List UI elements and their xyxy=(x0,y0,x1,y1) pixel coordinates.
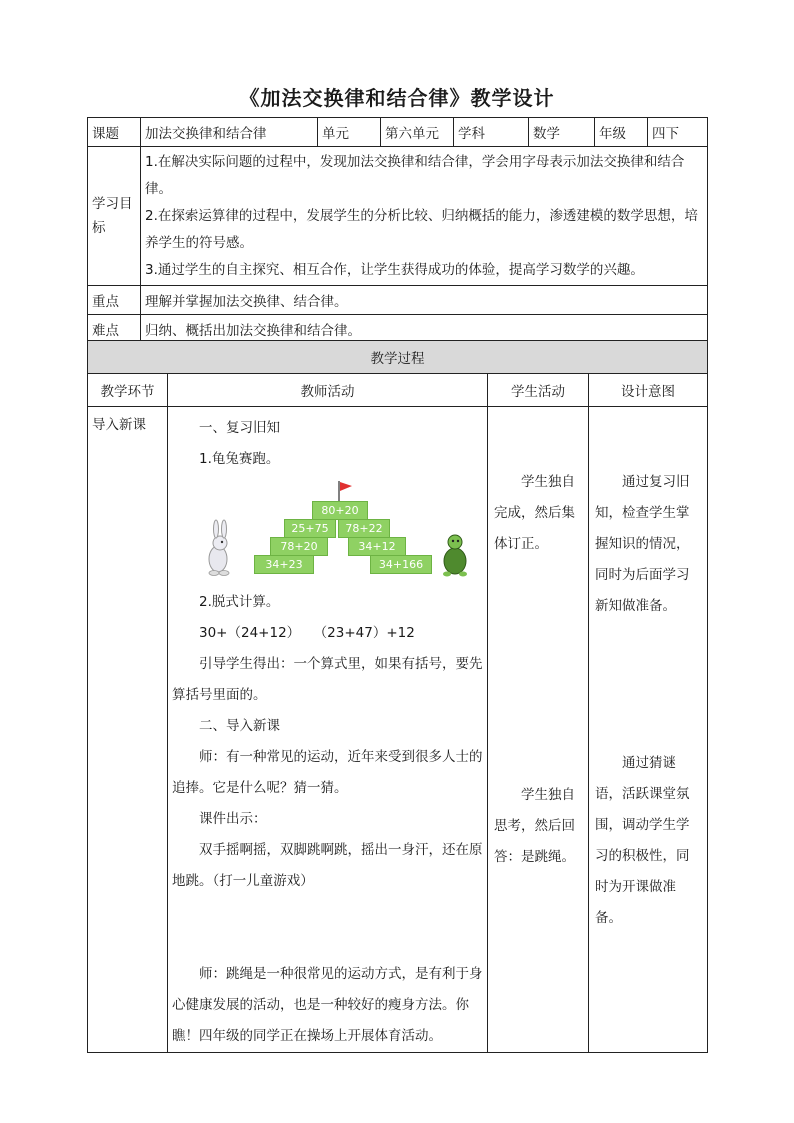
col-student: 学生活动 xyxy=(488,374,589,407)
subject-value: 数学 xyxy=(529,118,595,147)
process-table xyxy=(87,340,708,1053)
topic-label: 课题 xyxy=(88,118,141,147)
intent-cell xyxy=(589,407,708,1053)
document-title: 《加法交换律和结合律》教学设计 xyxy=(239,86,555,110)
goal-2: 2.在探索运算律的过程中，发展学生的分析比较、归纳概括的能力，渗透建模的数学思想，培养学生的符号感。 xyxy=(145,207,698,251)
difficulty-value: 归纳、概括出加法交换律和结合律。 xyxy=(141,315,708,344)
section-review: 一、复习旧知 xyxy=(199,420,280,436)
student-activity-2: 学生独自思考，然后回答：是跳绳。 xyxy=(494,787,575,865)
stage-label: 导入新课 xyxy=(92,417,146,433)
goals-label: 学习目标 xyxy=(88,147,141,286)
teacher-jump-rope: 师：跳绳是一种很常见的运动方式，是有利于身心健康发展的活动，也是一种较好的瘦身方法。你瞧！四年级的同学正在操场上开展体育活动。 xyxy=(172,966,483,1044)
calc-expressions: 30+（24+12） （23+47）+12 xyxy=(199,625,415,641)
info-table xyxy=(87,117,708,344)
guide-text: 引导学生得出：一个算式里，如果有括号，要先算括号里面的。 xyxy=(172,656,483,703)
stage-cell xyxy=(88,407,168,1053)
block-right-4: 34+166 xyxy=(370,555,432,574)
process-header: 教学过程 xyxy=(88,341,708,374)
teacher-question: 师：有一种常见的运动，近年来受到很多人士的追捧。它是什么呢？猜一猜。 xyxy=(172,749,483,796)
block-top: 80+20 xyxy=(312,501,368,520)
topic-value: 加法交换律和结合律 xyxy=(141,118,318,147)
unit-value: 第六单元 xyxy=(381,118,454,147)
intent-2: 通过猜谜语，活跃课堂氛围，调动学生学习的积极性，同时为开课做准备。 xyxy=(595,755,690,926)
goal-3: 3.通过学生的自主探究、相互合作，让学生获得成功的体验，提高学习数学的兴趣。 xyxy=(145,261,644,278)
col-teacher: 教师活动 xyxy=(168,374,488,407)
block-right-3: 34+12 xyxy=(348,537,406,556)
difficulty-label: 难点 xyxy=(88,315,141,344)
flag-icon xyxy=(339,481,352,501)
intent-1: 通过复习旧知，检查学生掌握知识的情况，同时为后面学习新知做准备。 xyxy=(595,474,690,614)
goals-cell xyxy=(141,147,708,286)
grade-label: 年级 xyxy=(595,118,648,147)
key-label: 重点 xyxy=(88,286,141,315)
block-left-4: 34+23 xyxy=(254,555,314,574)
block-left-2: 25+75 xyxy=(284,519,336,538)
grade-value: 四下 xyxy=(648,118,708,147)
block-left-3: 78+20 xyxy=(270,537,328,556)
col-stage: 教学环节 xyxy=(88,374,168,407)
goal-1: 1.在解决实际问题的过程中，发现加法交换律和结合律，学会用字母表示加法交换律和结合律。 xyxy=(145,153,685,197)
riddle-text: 双手摇啊摇，双脚跳啊跳，摇出一身汗，还在原地跳。（打一儿童游戏） xyxy=(172,842,483,889)
block-right-2: 78+22 xyxy=(338,519,390,538)
courseware-show: 课件出示： xyxy=(199,811,267,827)
student-cell xyxy=(488,407,589,1053)
item-calc: 2.脱式计算。 xyxy=(199,594,280,610)
col-intent: 设计意图 xyxy=(589,374,708,407)
subject-label: 学科 xyxy=(454,118,529,147)
unit-label: 单元 xyxy=(318,118,381,147)
rabbit-icon xyxy=(209,520,229,576)
key-value: 理解并掌握加法交换律、结合律。 xyxy=(141,286,708,315)
item-race: 1.龟兔赛跑。 xyxy=(199,451,280,467)
section-intro: 二、导入新课 xyxy=(199,718,280,734)
race-diagram xyxy=(172,479,472,585)
turtle-icon xyxy=(443,535,467,577)
student-activity-1: 学生独自完成，然后集体订正。 xyxy=(494,474,575,552)
teacher-cell xyxy=(168,407,488,1053)
